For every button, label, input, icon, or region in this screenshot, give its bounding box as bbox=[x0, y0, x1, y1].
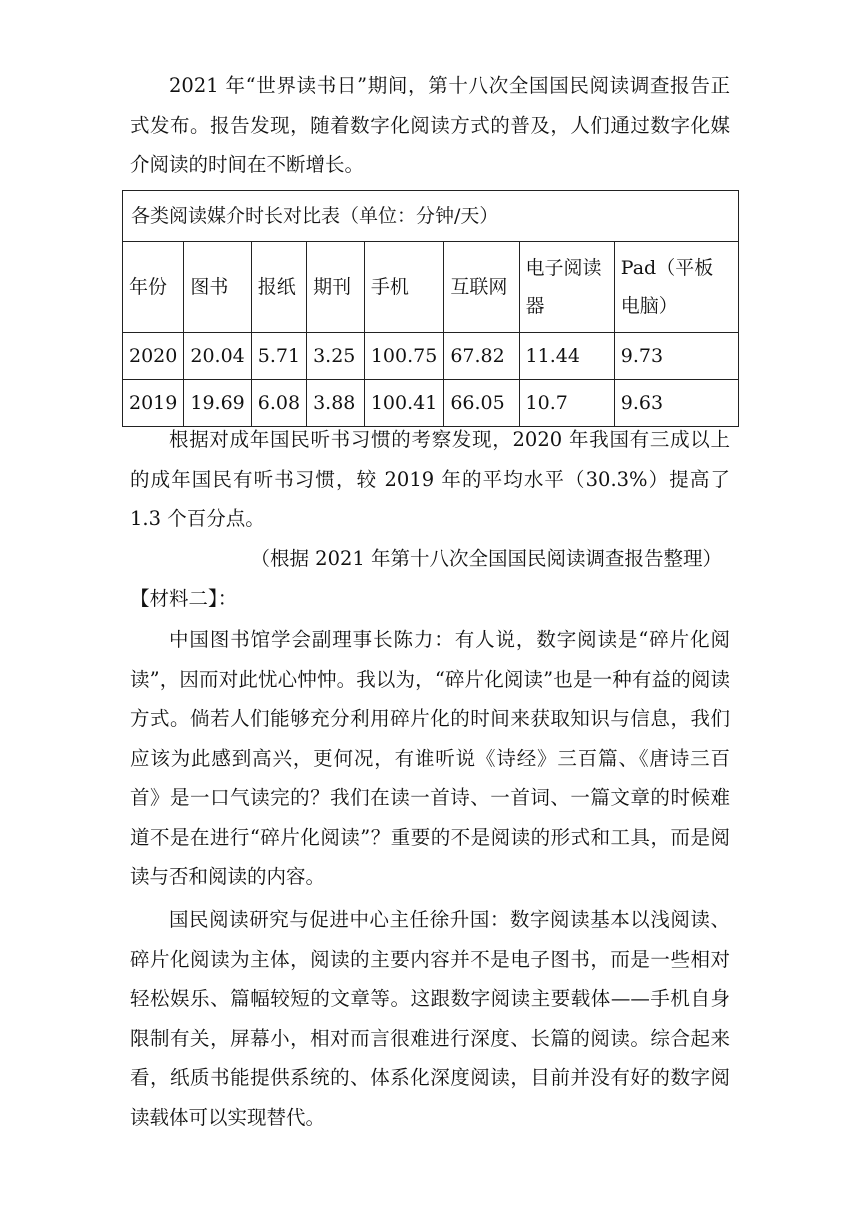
table-cell: 5.71 bbox=[251, 333, 306, 380]
xu-shengguo-paragraph: 国民阅读研究与促进中心主任徐升国：数字阅读基本以浅阅读、碎片化阅读为主体，阅读的主要内容并不是电子图书，而是一些相对轻松娱乐、篇幅较短的文章等。这跟数字阅读主要载体——手机自身限制有关，屏幕小，相对而言很难进行深度、长篇的阅读。综合起来看，纸质书能提供系统的、体系化深度阅读，目前并没有好的数字阅读载体可以实现替代。 bbox=[130, 908, 730, 1129]
table-cell: 6.08 bbox=[251, 380, 306, 427]
table-cell: 20.04 bbox=[184, 333, 251, 380]
table-cell: 100.75 bbox=[364, 333, 443, 380]
header-pad: Pad（平板电脑） bbox=[614, 242, 738, 333]
table-cell: 2019 bbox=[123, 380, 184, 427]
material-two-heading: 【材料二】： bbox=[130, 587, 238, 610]
header-newspaper: 报纸 bbox=[251, 242, 306, 333]
table-header-row bbox=[123, 242, 739, 333]
table-cell: 19.69 bbox=[184, 380, 251, 427]
listening-habit-paragraph: 根据对成年国民听书习惯的考察发现，2020 年我国有三成以上的成年国民有听书习惯，较 2019 年的平均水平（30.3%）提高了 1.3 个百分点。 bbox=[130, 428, 730, 530]
table-cell: 66.05 bbox=[444, 380, 519, 427]
table-cell: 9.73 bbox=[614, 333, 738, 380]
table-cell: 3.25 bbox=[307, 333, 365, 380]
header-year: 年份 bbox=[123, 242, 184, 333]
header-periodical: 期刊 bbox=[307, 242, 365, 333]
table-cell: 67.82 bbox=[444, 333, 519, 380]
table-cell: 2020 bbox=[123, 333, 184, 380]
table-cell: 11.44 bbox=[519, 333, 614, 380]
reading-media-table bbox=[122, 190, 739, 427]
source-note: （根据 2021 年第十八次全国国民阅读调查报告整理） bbox=[250, 547, 722, 570]
table-row bbox=[123, 333, 739, 380]
header-ereader: 电子阅读器 bbox=[519, 242, 614, 333]
chen-li-paragraph: 中国图书馆学会副理事长陈力：有人说，数字阅读是“碎片化阅读”，因而对此忧心忡忡。我以为，“碎片化阅读”也是一种有益的阅读方式。倘若人们能够充分利用碎片化的时间来获取知识与信息，我们应该为此感到高兴，更何况，有谁听说《诗经》三百篇、《唐诗三百首》是一口气读完的？我们在读一首诗、一首词、一篇文章的时候难道不是在进行“碎片化阅读”？重要的不是阅读的形式和工具，而是阅读与否和阅读的内容。 bbox=[130, 628, 730, 888]
table-cell: 100.41 bbox=[364, 380, 443, 427]
table-cell: 3.88 bbox=[307, 380, 365, 427]
table-cell: 10.7 bbox=[519, 380, 614, 427]
table-cell: 9.63 bbox=[614, 380, 738, 427]
table-caption: 各类阅读媒介时长对比表（单位：分钟/天） bbox=[123, 191, 739, 242]
header-mobile: 手机 bbox=[364, 242, 443, 333]
header-books: 图书 bbox=[184, 242, 251, 333]
intro-paragraph: 2021 年“世界读书日”期间，第十八次全国国民阅读调查报告正式发布。报告发现，随着数字化阅读方式的普及，人们通过数字化媒介阅读的时间在不断增长。 bbox=[130, 74, 730, 176]
header-internet: 互联网 bbox=[444, 242, 519, 333]
